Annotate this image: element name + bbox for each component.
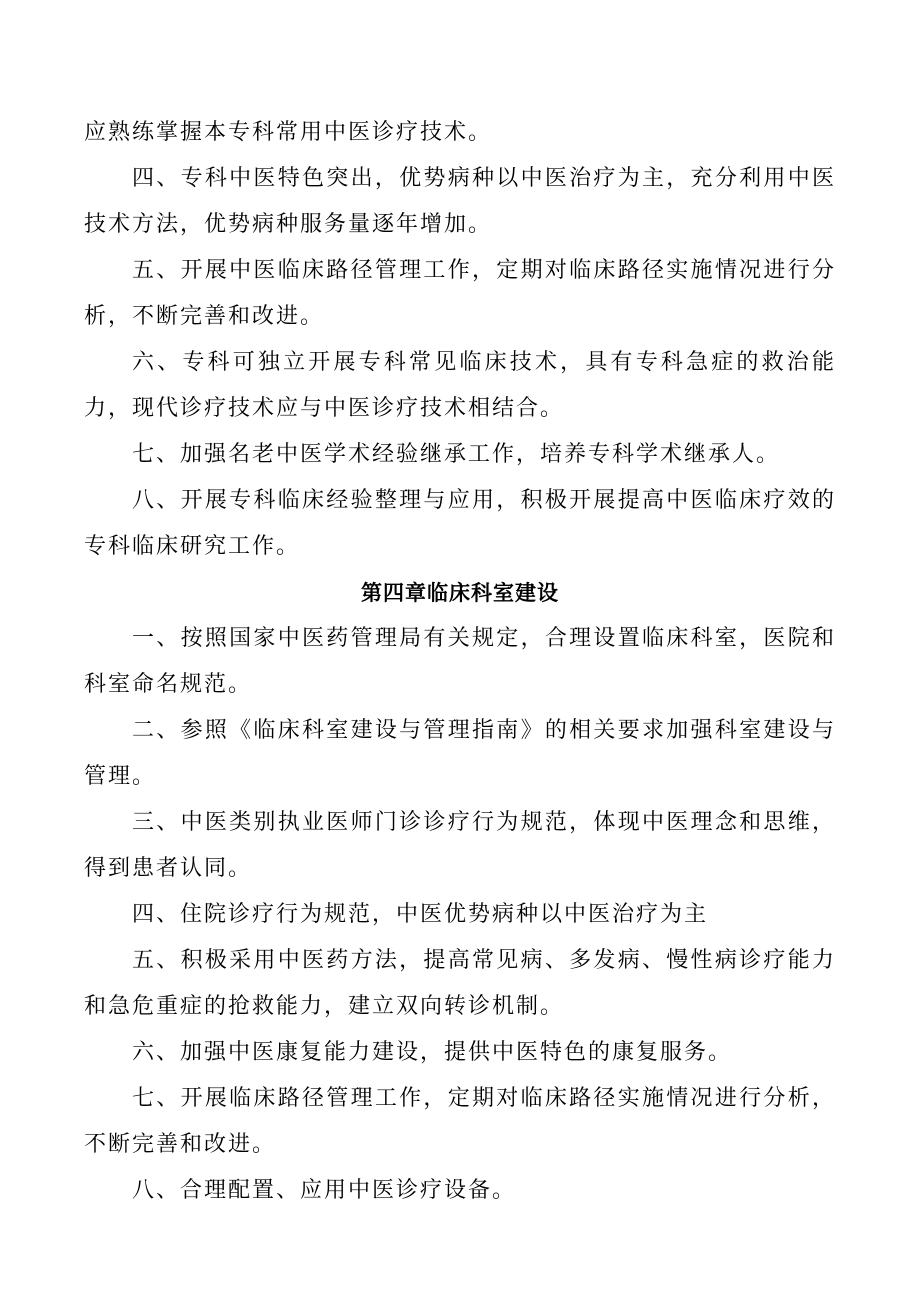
chapter4-item-8: 八、合理配置、应用中医诊疗设备。	[132, 1178, 517, 1203]
paragraph-item-7: 七、加强名老中医学术经验继承工作，培养专科学术继承人。	[132, 442, 781, 467]
chapter-title: 第四章临床科室建设	[361, 581, 559, 605]
paragraph-item-6: 六、专科可独立开展专科常见临床技术，具有专科急症的救治能力，现代诊疗技术应与中医诊疗技术相结合。	[84, 350, 836, 421]
chapter4-item-5: 五、积极采用中医药方法，提高常见病、多发病、慢性病诊疗能力和急危重症的抢救能力，建立双向转诊机制。	[84, 948, 836, 1019]
chapter4-item-3: 三、中医类别执业医师门诊诊疗行为规范，体现中医理念和思维，得到患者认同。	[84, 810, 836, 881]
chapter4-item-7: 七、开展临床路径管理工作，定期对临床路径实施情况进行分析，不断完善和改进。	[84, 1086, 836, 1157]
paragraph-continuation: 应熟练掌握本专科常用中医诊疗技术。	[84, 120, 493, 145]
chapter4-item-4: 四、住院诊疗行为规范，中医优势病种以中医治疗为主	[132, 902, 709, 927]
paragraph-item-8: 八、开展专科临床经验整理与应用，积极开展提高中医临床疗效的专科临床研究工作。	[84, 488, 836, 559]
paragraph-item-4: 四、专科中医特色突出，优势病种以中医治疗为主，充分利用中医技术方法，优势病种服务量逐年增加。	[84, 166, 836, 237]
chapter4-item-2: 二、参照《临床科室建设与管理指南》的相关要求加强科室建设与管理。	[84, 718, 836, 789]
chapter4-item-1: 一、按照国家中医药管理局有关规定，合理设置临床科室，医院和科室命名规范。	[84, 626, 836, 697]
paragraph-item-5: 五、开展中医临床路径管理工作，定期对临床路径实施情况进行分析，不断完善和改进。	[84, 258, 836, 329]
chapter4-item-6: 六、加强中医康复能力建设，提供中医特色的康复服务。	[132, 1040, 733, 1065]
